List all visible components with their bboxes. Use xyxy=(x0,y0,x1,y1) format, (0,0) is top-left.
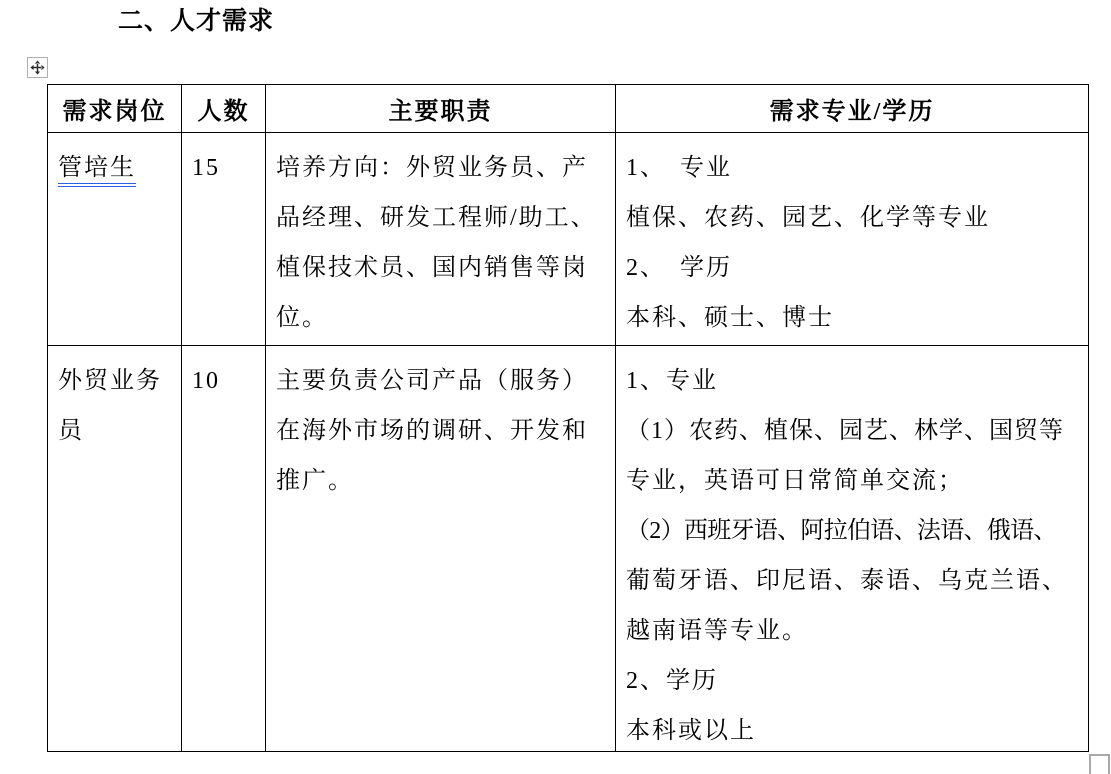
cell-line: 位。 xyxy=(276,305,328,331)
cell-headcount-row2[interactable] xyxy=(182,346,266,751)
cell-line: 1、专业 xyxy=(626,368,718,394)
cell-duty-row2[interactable] xyxy=(266,346,616,751)
cell-line: 推广。 xyxy=(276,468,354,494)
cell-line: 培养方向：外贸业务员、产 xyxy=(276,155,588,181)
cell-line: 越南语等专业。 xyxy=(626,618,808,644)
cell-line: （2）西班牙语、阿拉伯语、法语、俄语、 xyxy=(626,518,1057,544)
cell-line: 在海外市场的调研、开发和 xyxy=(276,418,588,444)
cell-position-row1[interactable] xyxy=(48,133,182,346)
cell-requirement-row1[interactable] xyxy=(616,133,1088,346)
headcount-value: 15 xyxy=(192,155,220,181)
cell-line: 主要负责公司产品（服务） xyxy=(276,368,588,394)
cell-line: 植保技术员、国内销售等岗 xyxy=(276,255,588,281)
header-label: 人数 xyxy=(197,99,250,125)
cell-line: 本科、硕士、博士 xyxy=(626,305,834,331)
talent-demand-table xyxy=(47,84,1089,752)
cell-line: 员 xyxy=(58,418,84,444)
cell-line: 2、学历 xyxy=(626,668,718,694)
move-cross-icon xyxy=(30,60,45,75)
cell-line: 葡萄牙语、印尼语、泰语、乌克兰语、 xyxy=(626,568,1068,594)
headcount-value: 10 xyxy=(192,368,220,394)
header-label: 需求岗位 xyxy=(62,99,167,125)
cell-line: 外贸业务 xyxy=(58,368,162,394)
grammar-flagged-text[interactable]: 管培生 xyxy=(58,153,136,187)
header-label: 主要职责 xyxy=(388,99,493,125)
cell-line: 品经理、研发工程师/助工、 xyxy=(276,205,597,231)
cell-line: （1）农药、植保、园艺、林学、国贸等 xyxy=(626,418,1064,444)
table-resize-handle[interactable] xyxy=(1089,754,1110,774)
cell-position-row2[interactable] xyxy=(48,346,182,751)
cell-headcount-row1[interactable] xyxy=(182,133,266,346)
cell-line: 本科或以上 xyxy=(626,718,756,744)
cell-line: 专业，英语可日常简单交流； xyxy=(626,468,964,494)
section-heading: 二、人才需求 xyxy=(118,8,275,35)
header-label: 需求专业/学历 xyxy=(769,99,935,125)
cell-duty-row1[interactable] xyxy=(266,133,616,346)
cell-line: 植保、农药、园艺、化学等专业 xyxy=(626,205,990,231)
header-cell-headcount[interactable] xyxy=(182,85,266,133)
header-cell-position[interactable] xyxy=(48,85,182,133)
cell-line: 2、 学历 xyxy=(626,255,732,281)
cell-line: 1、 专业 xyxy=(626,155,732,181)
header-cell-requirement[interactable] xyxy=(616,85,1088,133)
cell-requirement-row2[interactable] xyxy=(616,346,1088,751)
table-move-handle[interactable] xyxy=(27,57,48,78)
header-cell-duty[interactable] xyxy=(266,85,616,133)
